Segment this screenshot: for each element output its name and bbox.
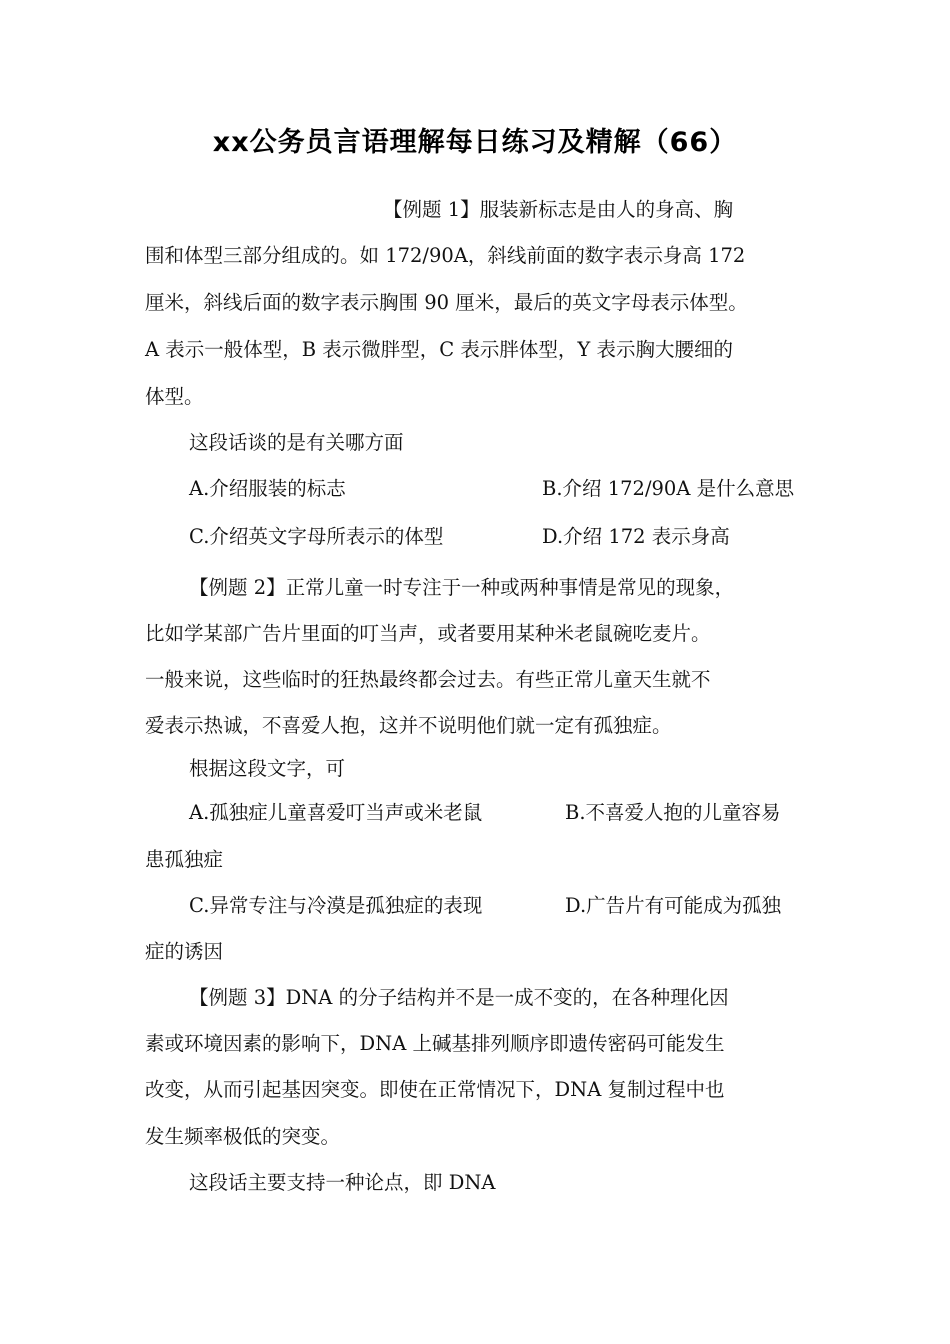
q1-option-d: D.介绍 172 表示身高 (542, 525, 730, 548)
page-title: xx公务员言语理解每日练习及精解（66） (212, 127, 738, 158)
q2-option-b-continued: 患孤独症 (145, 848, 224, 871)
q2-option-a: A.孤独症儿童喜爱叮当声或米老鼠 (189, 801, 483, 824)
q1-stem-line-3: 厘米，斜线后面的数字表示胸围 90 厘米，最后的英文字母表示体型。 (145, 291, 748, 314)
q2-prompt: 根据这段文字，可 (189, 757, 346, 780)
q1-stem-line-1: 【例题 1】服装新标志是由人的身高、胸 (383, 198, 734, 221)
q2-option-b: B.不喜爱人抱的儿童容易 (565, 801, 781, 824)
q1-stem-line-5: 体型。 (145, 385, 204, 408)
q2-stem-line-1: 【例题 2】正常儿童一时专注于一种或两种事情是常见的现象， (189, 576, 735, 599)
q1-stem-line-4: A 表示一般体型，B 表示微胖型，C 表示胖体型，Y 表示胸大腰细的 (145, 338, 733, 361)
q3-stem-line-3: 改变，从而引起基因突变。即使在正常情况下，DNA 复制过程中也 (145, 1078, 725, 1101)
q3-stem-line-4: 发生频率极低的突变。 (145, 1125, 341, 1148)
q2-option-c: C.异常专注与冷漠是孤独症的表现 (189, 894, 483, 917)
q1-option-b: B.介绍 172/90A 是什么意思 (542, 477, 795, 500)
q1-option-c: C.介绍英文字母所表示的体型 (189, 525, 444, 548)
q3-stem-line-2: 素或环境因素的影响下，DNA 上碱基排列顺序即遗传密码可能发生 (145, 1032, 725, 1055)
q2-option-d: D.广告片有可能成为孤独 (565, 894, 782, 917)
q1-option-a: A.介绍服装的标志 (189, 477, 346, 500)
q3-stem-line-1: 【例题 3】DNA 的分子结构并不是一成不变的，在各种理化因 (189, 986, 729, 1009)
q1-stem-line-2: 围和体型三部分组成的。如 172/90A，斜线前面的数字表示身高 172 (145, 244, 746, 267)
q3-prompt: 这段话主要支持一种论点，即 DNA (189, 1171, 496, 1194)
q2-stem-line-2: 比如学某部广告片里面的叮当声，或者要用某种米老鼠碗吃麦片。 (145, 622, 711, 645)
q2-stem-line-3: 一般来说，这些临时的狂热最终都会过去。有些正常儿童天生就不 (145, 668, 711, 691)
q2-stem-line-4: 爱表示热诚，不喜爱人抱，这并不说明他们就一定有孤独症。 (145, 714, 672, 737)
q1-prompt: 这段话谈的是有关哪方面 (189, 431, 404, 454)
q2-option-d-continued: 症的诱因 (145, 940, 224, 963)
